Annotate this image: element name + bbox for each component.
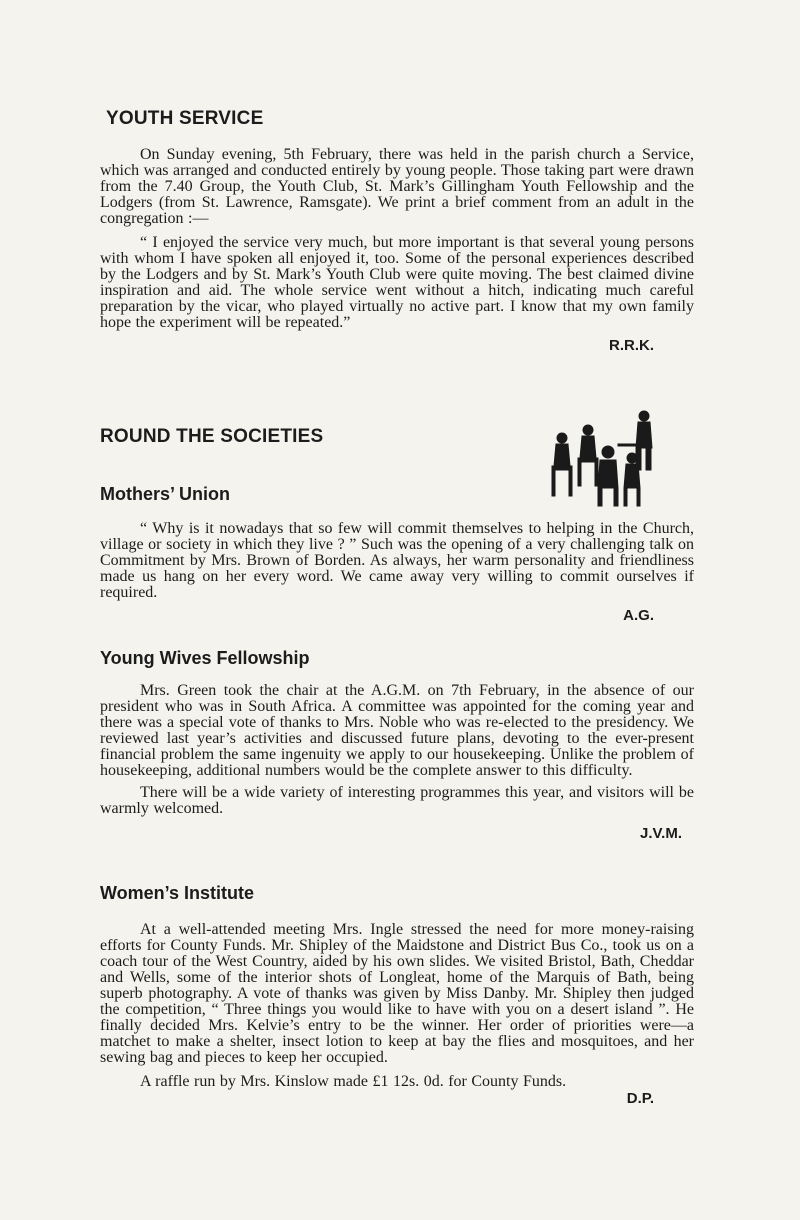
mothers-union-heading: Mothers’ Union (100, 484, 230, 504)
youth-service-quote: “ I enjoyed the service very much, but more important is that several young persons with whom I have spoken all enjoyed it, too. Some of the personal experiences described by the Lodgers and by St. Mark’s Youth Club were quite moving. The best claimed divine inspiration and aid. The whole service went without a hitch, indicating much careful preparation by the vicar, who played virtually no active part. I know that my own family hope the experiment will be repeated.” (100, 234, 694, 331)
youth-service-section (100, 108, 694, 354)
young-wives-section (100, 648, 694, 842)
womens-institute-section (100, 883, 694, 1107)
young-wives-heading: Young Wives Fellowship (100, 648, 310, 668)
youth-service-paragraph-1: On Sunday evening, 5th February, there was held in the parish church a Service, which was arranged and conducted entirely by young people. Those taking part were drawn from the 7.40 Group, the Youth Club, St. Mark’s Gillingham Youth Fellowship and the Lodgers (from St. Lawrence, Ramsgate). We print a brief comment from an adult in the congregation :— (100, 146, 694, 227)
young-wives-paragraph-2: There will be a wide variety of interesting programmes this year, and visitors will be warmly welcomed. (100, 784, 694, 817)
youth-service-signature: R.R.K. (609, 337, 654, 354)
womens-institute-heading: Women’s Institute (100, 883, 255, 903)
mothers-union-paragraph: “ Why is it nowadays that so few will commit themselves to helping in the Church, village or society in which they live ? ” Such was the opening of a very challenging talk on Commitment by Mrs. Brown of Borden. As always, her warm personality and friendliness made us hang on her every word. We came away very willing to commit ourselves if required. (100, 520, 694, 601)
womens-institute-signature: D.P. (626, 1090, 654, 1107)
young-wives-signature: J.V.M. (640, 825, 682, 842)
womens-institute-paragraph-2: A raffle run by Mrs. Kinslow made £1 12s. 0d. for County Funds. (140, 1073, 567, 1090)
round-societies-heading: ROUND THE SOCIETIES (100, 426, 324, 447)
group-meeting-icon (548, 408, 660, 508)
mothers-union-signature: A.G. (623, 607, 654, 624)
youth-service-heading: YOUTH SERVICE (106, 108, 264, 129)
womens-institute-paragraph-1: At a well-attended meeting Mrs. Ingle stressed the need for more money-raising efforts for County Funds. Mr. Shipley of the Maidstone and District Bus Co., took us on a coach tour of the West Country, aided by his own slides. We visited Bristol, Bath, Cheddar and Wells, some of the interior shots of Longleat, home of the Marquis of Bath, being superb photography. A vote of thanks was given by Miss Danby. Mr. Shipley then judged the competition, “ Three things you would like to have with you on a desert island ”. He finally decided Mrs. Kelvie’s entry to be the winner. Her order of priorities were—a matchet to make a shelter, insect lotion to keep at bay the flies and mosquitoes, and her sewing bag and pieces to keep her occupied. (100, 921, 694, 1066)
young-wives-paragraph-1: Mrs. Green took the chair at the A.G.M. on 7th February, in the absence of our president who was in South Africa. A committee was appointed for the coming year and there was a special vote of thanks to Mrs. Noble who was re-elected to the presidency. We reviewed last year’s activities and discussed future plans, devoting to the ever-present financial problem the same ingenuity we apply to our housekeeping. Unlike the problem of housekeeping, additional numbers would be the complete answer to this difficulty. (100, 682, 694, 779)
